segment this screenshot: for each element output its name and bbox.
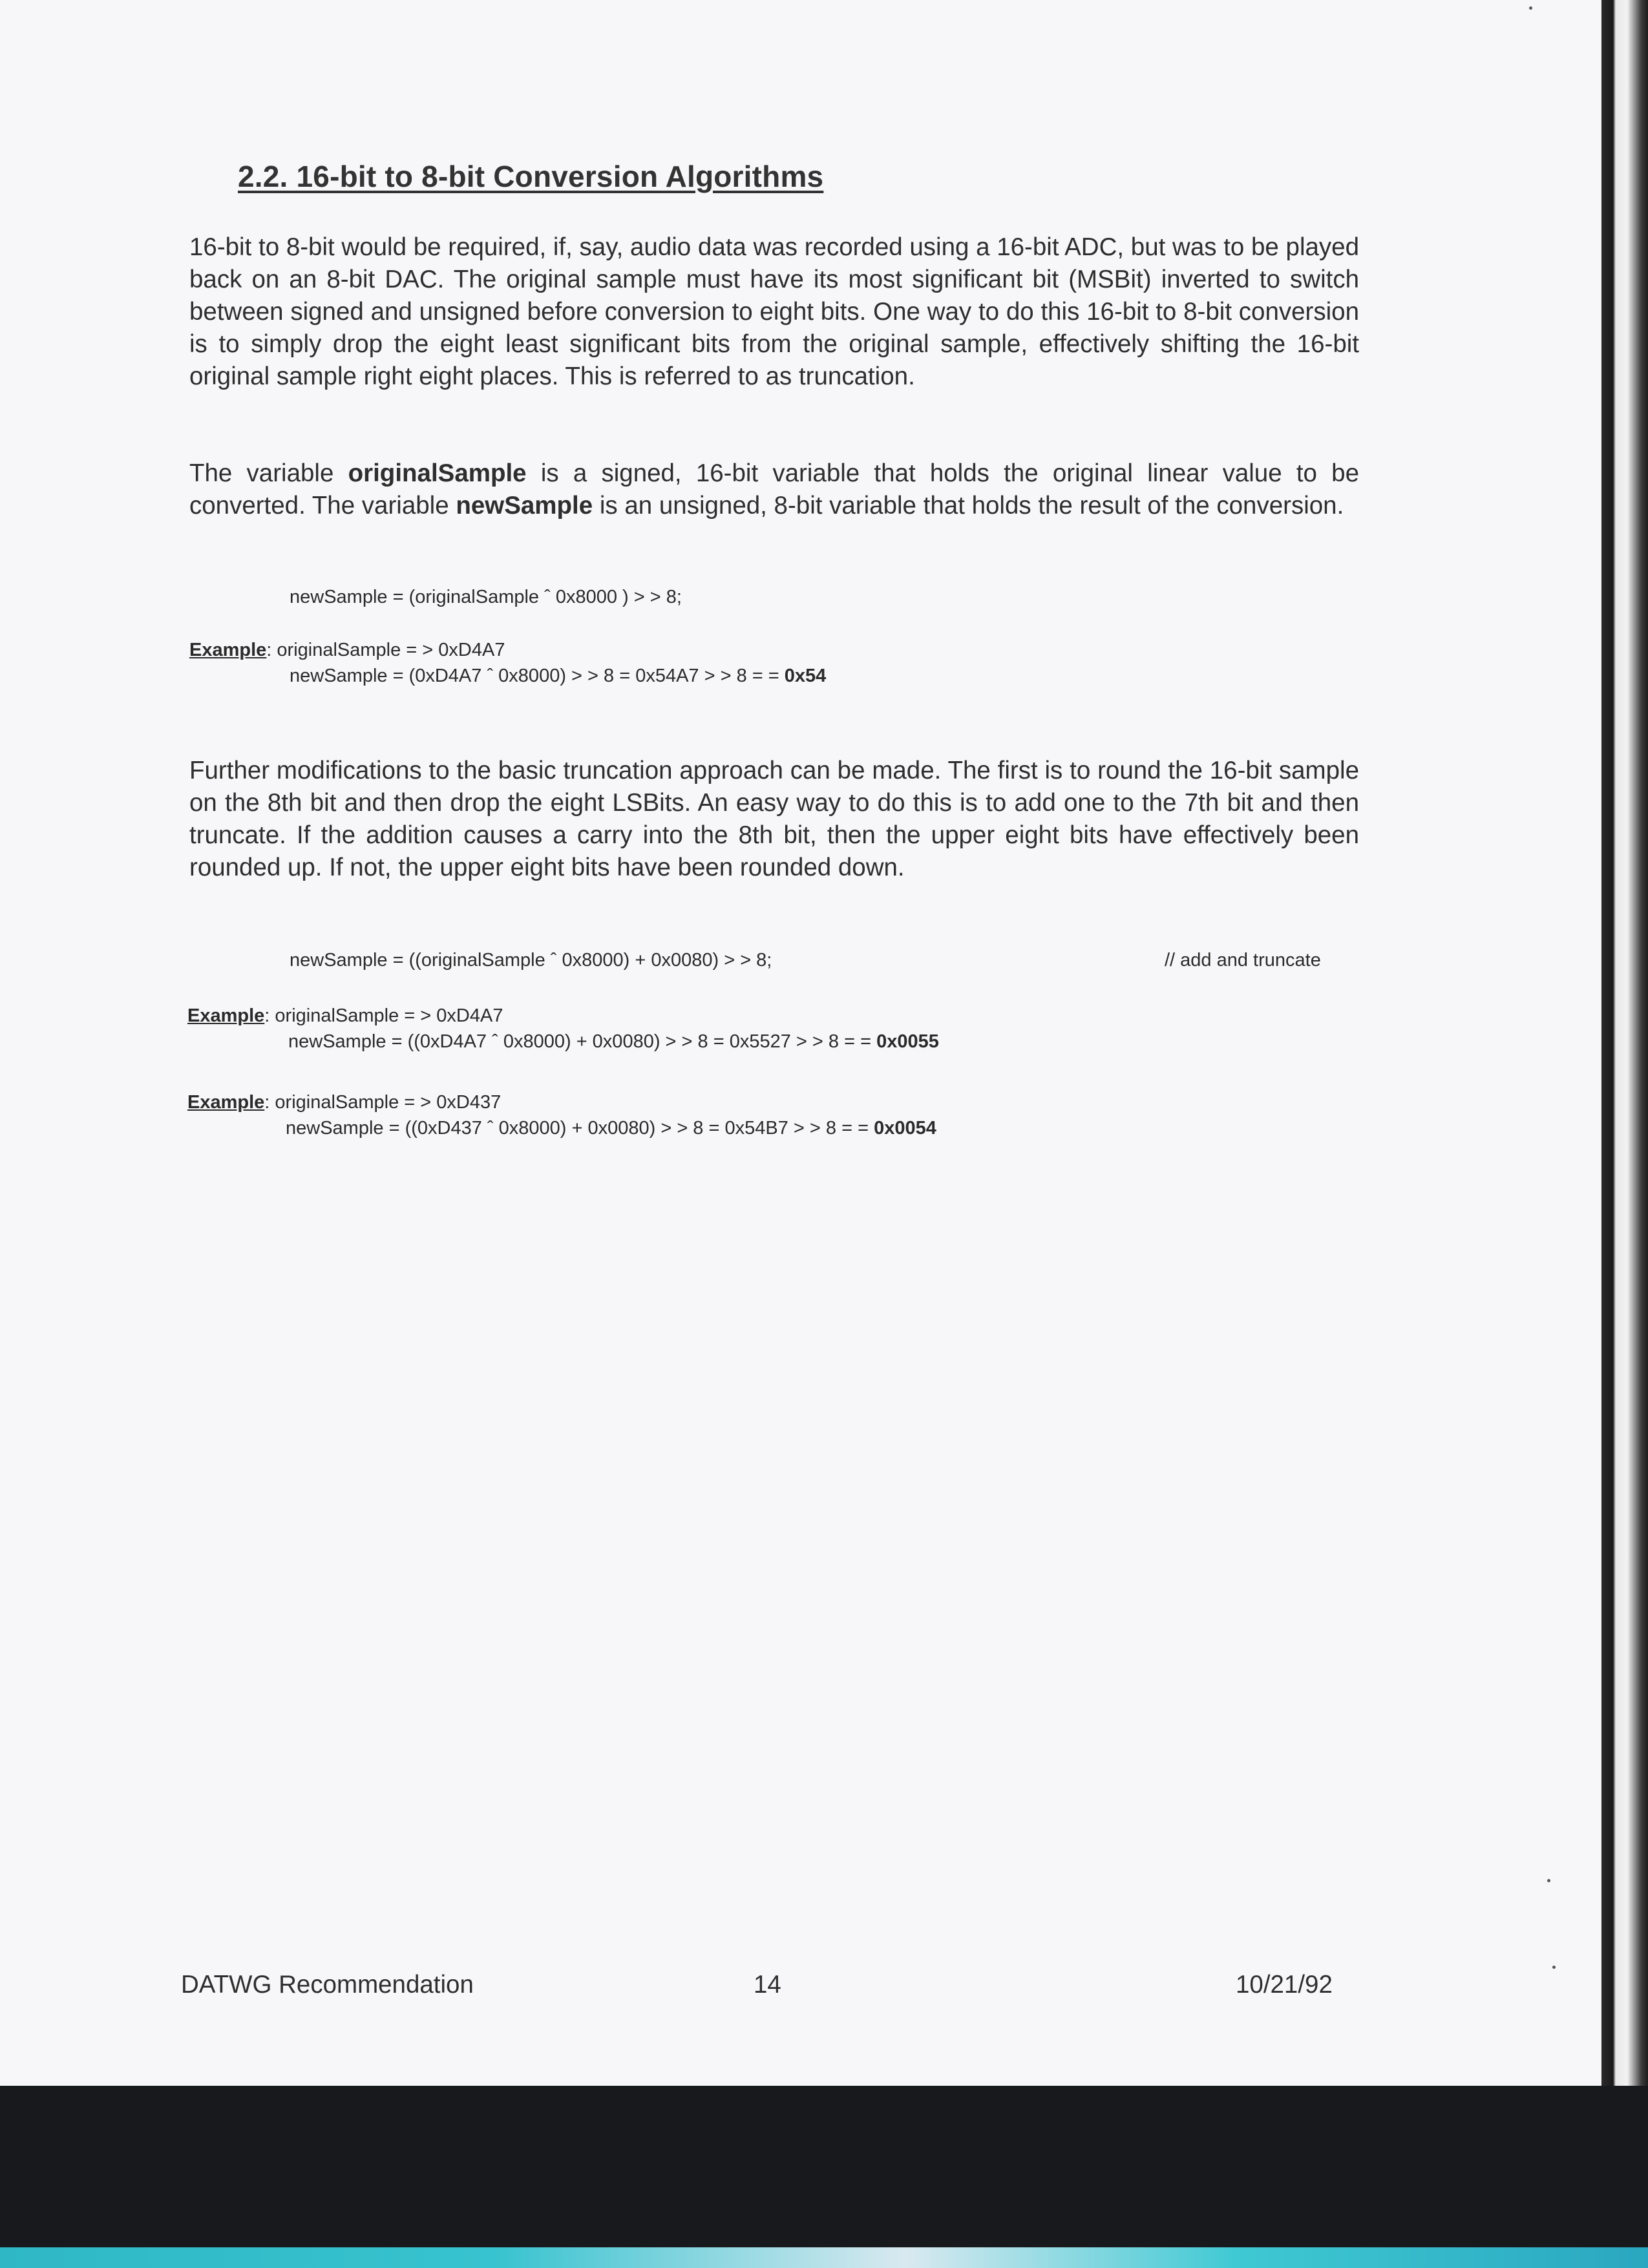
example-3-input: originalSample = > 0xD437 — [275, 1092, 502, 1113]
p2-text-2: is a signed, 16-bit variable that holds the original linear value to be converted. The variable — [189, 459, 1359, 520]
scanner-bottom-band — [0, 2086, 1648, 2268]
code-rounding: newSample = ((originalSample ˆ 0x8000) + 0x0080) > > 8; — [290, 950, 772, 971]
scan-speck — [1552, 1966, 1556, 1969]
code-comment: // add and truncate — [1165, 950, 1321, 971]
section-heading: 2.2. 16-bit to 8-bit Conversion Algorithms — [238, 160, 824, 193]
example-3-line-2 — [286, 1115, 936, 1141]
example-label: Example — [189, 640, 267, 660]
example-3-expression: newSample = ((0xD437 ˆ 0x8000) + 0x0080) > > 8 = 0x54B7 > > 8 = = — [286, 1118, 874, 1139]
footer-title: DATWG Recommendation — [181, 1971, 474, 1999]
example-1-line-2 — [290, 663, 826, 689]
example-label: Example — [187, 1092, 265, 1113]
example-label: Example — [187, 1005, 265, 1026]
new-sample-term: newSample — [456, 492, 593, 520]
example-3-line-1: Example: originalSample = > 0xD437 — [187, 1092, 502, 1113]
example-2-expression: newSample = ((0xD4A7 ˆ 0x8000) + 0x0080) > > 8 = 0x5527 > > 8 = = — [288, 1031, 877, 1052]
paragraph-truncation-intro: 16-bit to 8-bit would be required, if, say, audio data was recorded using a 16-bit ADC, but was to be played back on an 8-bit DAC. The original sample must have its most significant bit (MSBit) inverted to switch between signed and unsigned before conversion to eight bits. One way to do this 16-bit to 8-bit conversion is to simply drop the eight least significant bits from the original sample, effectively shifting the 16-bit original sample right eight places. This is referred to as truncation. — [189, 233, 1359, 390]
example-2-line-1: Example: originalSample = > 0xD4A7 — [187, 1005, 503, 1026]
code-truncation: newSample = (originalSample ˆ 0x8000 ) > > 8; — [290, 587, 682, 607]
scanner-color-strip — [0, 2247, 1648, 2268]
example-1-line-1: Example: originalSample = > 0xD4A7 — [189, 640, 505, 660]
scanner-edge — [1601, 0, 1648, 2086]
paragraph-variables — [189, 457, 1359, 522]
p2-text-3: is an unsigned, 8-bit variable that holds the result of the conversion. — [593, 492, 1344, 520]
example-2-result: 0x0055 — [876, 1031, 939, 1052]
original-sample-term: originalSample — [348, 459, 527, 487]
footer-page-number: 14 — [754, 1971, 781, 1999]
example-1-input: originalSample = > 0xD4A7 — [277, 640, 505, 660]
example-3-result: 0x0054 — [874, 1118, 936, 1139]
example-1-expression: newSample = (0xD4A7 ˆ 0x8000) > > 8 = 0x54A7 > > 8 = = — [290, 666, 785, 686]
paragraph-rounding: Further modifications to the basic truncation approach can be made. The first is to round the 16-bit sample on the 8th bit and then drop the eight LSBits. An easy way to do this is to add one to the 7th bit and then truncate. If the addition causes a carry into the 8th bit, then the upper eight bits have effectively been rounded up. If not, the upper eight bits have been rounded down. — [189, 757, 1359, 881]
example-2-input: originalSample = > 0xD4A7 — [275, 1005, 503, 1026]
example-2-line-2 — [288, 1029, 939, 1055]
example-1-result: 0x54 — [784, 666, 827, 686]
footer-date: 10/21/92 — [1236, 1971, 1333, 1999]
scan-speck — [1547, 1879, 1550, 1882]
p2-text-1: The variable — [189, 459, 348, 487]
scan-speck — [1529, 6, 1532, 10]
